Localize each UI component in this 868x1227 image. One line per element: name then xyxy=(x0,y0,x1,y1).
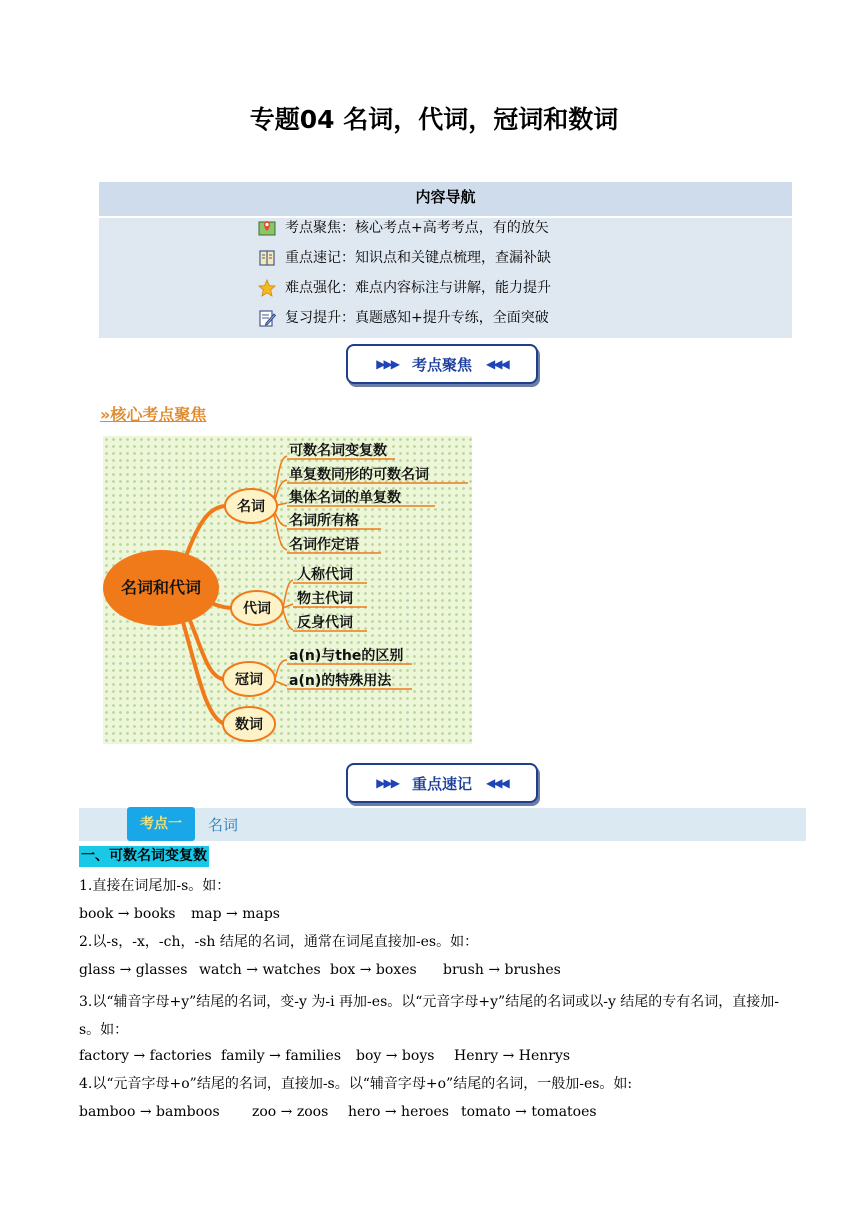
content-nav-panel xyxy=(99,218,792,338)
example-item: hero → heroes xyxy=(348,1104,449,1120)
triple-arrow-left-icon: ◀◀◀ xyxy=(486,357,508,371)
triple-arrow-left-icon: ◀◀◀ xyxy=(486,776,508,790)
kaodian-name: 名词 xyxy=(208,816,239,834)
banner-label: 考点聚焦 xyxy=(411,355,472,374)
mind-map-diagram xyxy=(103,436,472,744)
example-item: watch → watches xyxy=(199,962,321,978)
leaf-label: a(n)的特殊用法 xyxy=(289,673,392,689)
nav-item xyxy=(285,216,549,240)
banner-label: 重点速记 xyxy=(411,774,472,793)
example-item: glass → glasses xyxy=(79,962,188,978)
nav-item-label: 复习提升：真题感知+提升专练，全面突破 xyxy=(285,310,549,326)
leaf-label: 集体名词的单复数 xyxy=(289,490,401,506)
map-pin-icon xyxy=(258,219,276,237)
nav-item xyxy=(285,246,551,270)
leaf-label: 物主代词 xyxy=(297,591,353,607)
nav-heading: 内容导航 xyxy=(99,182,792,216)
nav-item xyxy=(285,276,551,300)
nav-item-label: 考点聚焦：核心考点+高考考点，有的放矢 xyxy=(285,220,549,236)
example-item: Henry → Henrys xyxy=(454,1048,571,1064)
branch-label: 冠词 xyxy=(235,672,263,688)
mind-map xyxy=(103,436,472,744)
leaf-label: 名词所有格 xyxy=(289,513,359,529)
example-item: boy → boys xyxy=(356,1048,435,1064)
star-icon xyxy=(258,279,276,297)
example-item: family → families xyxy=(221,1048,342,1064)
nav-item xyxy=(285,306,549,330)
branch-label: 名词 xyxy=(237,499,265,515)
kaodian-tag: 考点一 xyxy=(127,807,195,841)
example-row xyxy=(79,1102,597,1122)
leaf-label: 人称代词 xyxy=(297,567,353,583)
example-item: bamboo → bamboos xyxy=(79,1104,220,1120)
triple-arrow-right-icon: ▶▶▶ xyxy=(376,357,398,371)
example-item: zoo → zoos xyxy=(252,1104,329,1120)
focus-banner xyxy=(346,344,538,384)
example-item: map → maps xyxy=(191,906,280,922)
core-points-heading: »核心考点聚焦 xyxy=(100,405,207,424)
center-label: 名词和代词 xyxy=(120,578,202,597)
example-item: tomato → tomatoes xyxy=(461,1104,597,1120)
edit-note-icon xyxy=(258,309,276,327)
leaf-label: 反身代词 xyxy=(297,615,353,631)
triple-arrow-right-icon: ▶▶▶ xyxy=(376,776,398,790)
example-item: box → boxes xyxy=(330,962,417,978)
rule-text: 3.以“辅音字母+y”结尾的名词，变-y 为-i 再加-es。以“元音字母+y”结尾的名词或以-y 结尾的专有名词，直接加-s。如： xyxy=(79,994,780,1038)
example-item: brush → brushes xyxy=(443,962,561,978)
nav-item-label: 重点速记：知识点和关键点梳理，查漏补缺 xyxy=(285,250,551,266)
rule-text: 2.以-s，-x，-ch，-sh 结尾的名词，通常在词尾直接加-es。如： xyxy=(79,934,479,950)
rule-text: 1.直接在词尾加-s。如： xyxy=(79,878,231,894)
nav-item-label: 难点强化：难点内容标注与讲解，能力提升 xyxy=(285,280,551,296)
leaf-label: 可数名词变复数 xyxy=(289,443,387,459)
notes-banner xyxy=(346,763,538,803)
example-item: book → books xyxy=(79,906,176,922)
leaf-label: 名词作定语 xyxy=(289,537,359,553)
leaf-label: 单复数同形的可数名词 xyxy=(289,467,429,483)
example-row xyxy=(79,960,561,980)
section-heading: 一、可数名词变复数 xyxy=(79,846,209,867)
rule-text: 4.以“元音字母+o”结尾的名词，直接加-s。以“辅音字母+o”结尾的名词，一般加-es。如: xyxy=(79,1076,633,1092)
leaf-label: a(n)与the的区别 xyxy=(289,648,404,664)
example-row xyxy=(79,904,280,924)
example-row xyxy=(79,1046,570,1066)
example-item: factory → factories xyxy=(79,1048,212,1064)
page-title: 专题04 名词，代词，冠词和数词 xyxy=(249,105,619,134)
branch-label: 数词 xyxy=(235,717,263,733)
branch-label: 代词 xyxy=(243,601,271,617)
book-icon xyxy=(258,249,276,267)
